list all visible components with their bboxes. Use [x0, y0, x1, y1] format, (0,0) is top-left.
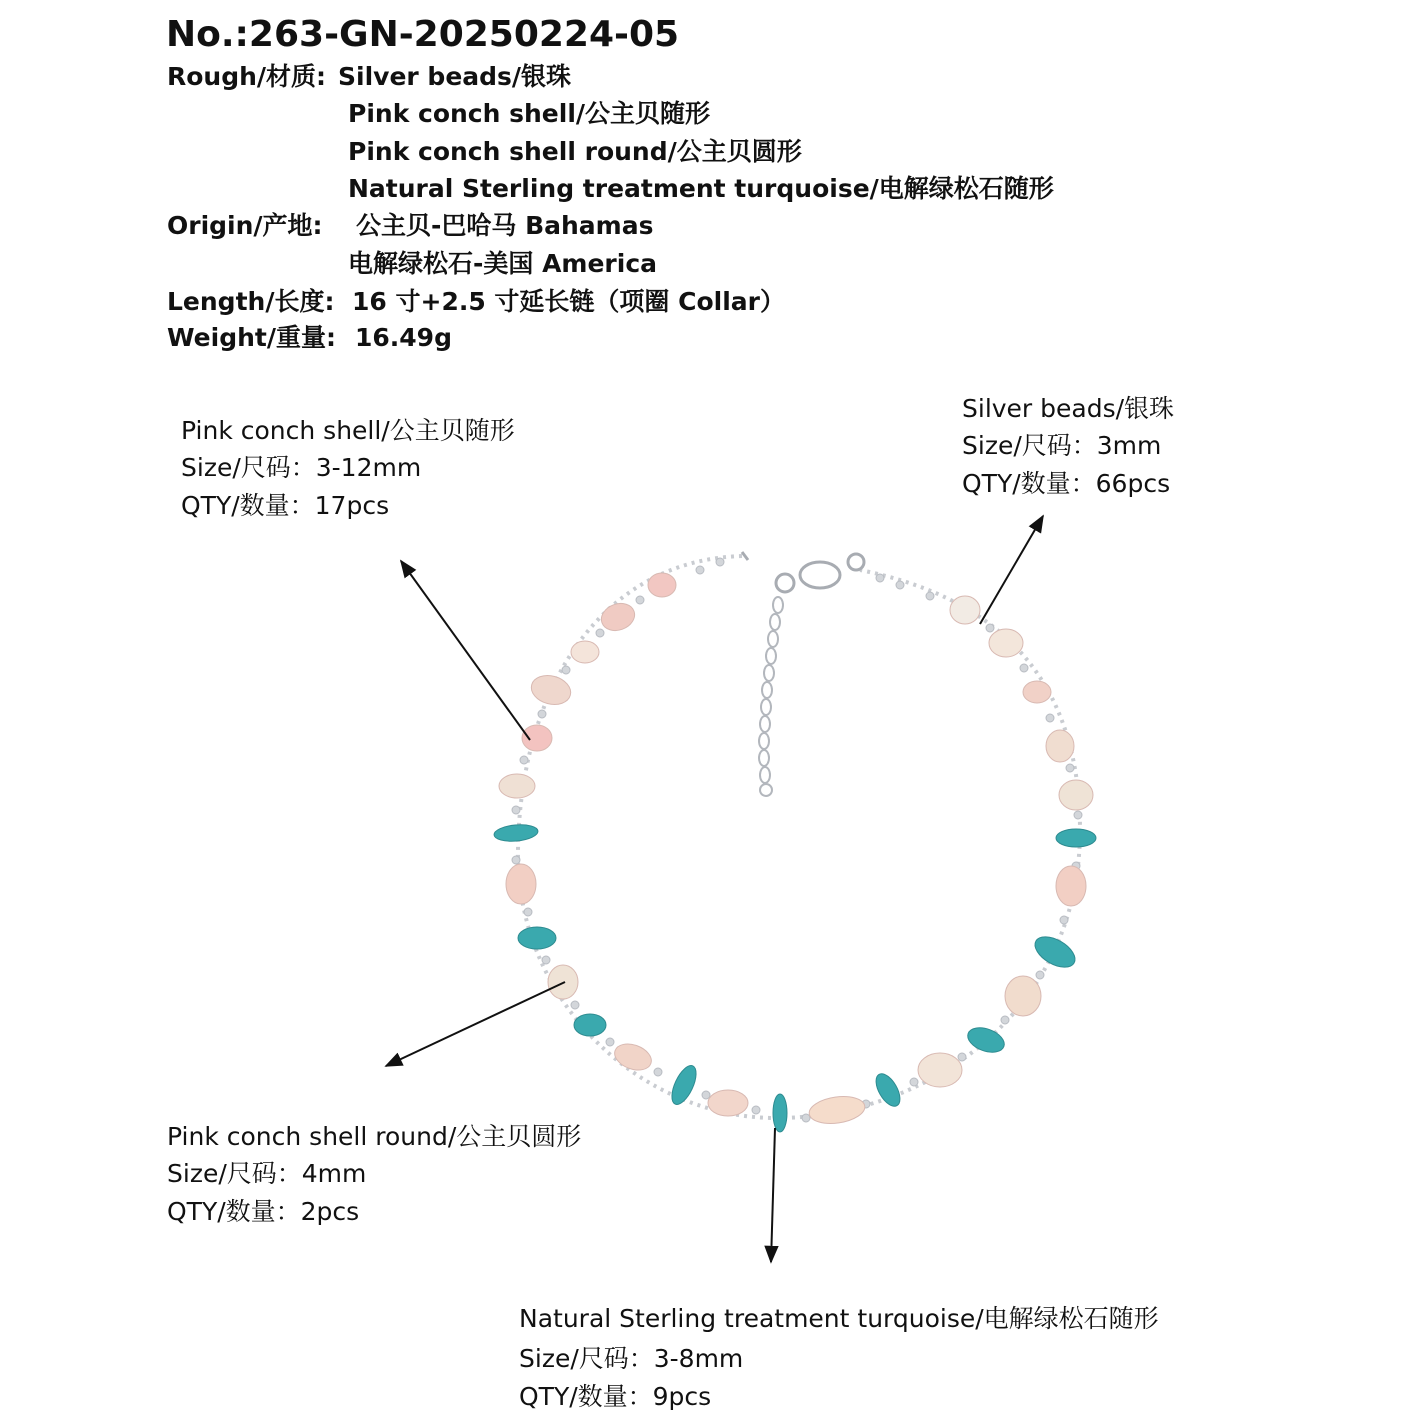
callout-pink-shell-name: Pink conch shell/公主贝随形 — [181, 416, 515, 445]
callout-turquoise-size: Size/尺码：3-8mm — [519, 1344, 744, 1373]
product-code: No.:263-GN-20250224-05 — [166, 14, 680, 55]
silver-bead — [636, 596, 644, 604]
silver-bead — [910, 1078, 918, 1086]
silver-bead — [1020, 664, 1028, 672]
rough-value-silver: Silver beads/银珠 — [338, 62, 572, 91]
callout-shell-round-name: Pink conch shell round/公主贝圆形 — [167, 1122, 582, 1151]
silver-bead — [716, 558, 724, 566]
silver-bead — [696, 566, 704, 574]
callout-silver-qty: QTY/数量：66pcs — [962, 469, 1171, 498]
silver-bead — [802, 1114, 810, 1122]
silver-bead — [512, 856, 520, 864]
silver-bead — [571, 1001, 579, 1009]
silver-bead — [654, 1068, 662, 1076]
silver-bead — [958, 1053, 966, 1061]
rough-value-pink-shell: Pink conch shell/公主贝随形 — [348, 99, 711, 128]
weight-label: Weight/重量: — [167, 323, 336, 352]
silver-bead — [596, 629, 604, 637]
origin-value-turquoise: 电解绿松石-美国 America — [348, 249, 658, 278]
callout-silver-name: Silver beads/银珠 — [962, 394, 1175, 423]
silver-bead — [752, 1106, 760, 1114]
silver-bead — [562, 666, 570, 674]
rough-value-turquoise: Natural Sterling treatment turquoise/电解绿松石随形 — [348, 174, 1054, 203]
callout-shell-round-qty: QTY/数量：2pcs — [167, 1197, 360, 1226]
silver-bead — [520, 756, 528, 764]
extension-chain — [759, 597, 783, 796]
silver-bead — [606, 1038, 614, 1046]
silver-bead — [1036, 971, 1044, 979]
silver-bead — [986, 624, 994, 632]
rough-value-shell-round: Pink conch shell round/公主贝圆形 — [348, 137, 802, 166]
silver-bead — [1001, 1016, 1009, 1024]
callout-turquoise-name: Natural Sterling treatment turquoise/电解绿松石随形 — [519, 1304, 1159, 1333]
origin-label: Origin/产地: — [167, 211, 323, 240]
silver-bead — [1066, 764, 1074, 772]
arrow-turquoise — [771, 1128, 775, 1262]
rough-label: Rough/材质: — [167, 62, 327, 91]
silver-bead — [926, 592, 934, 600]
arrow-shell-round — [386, 982, 565, 1066]
clasp-icon — [742, 552, 864, 592]
callout-turquoise-qty: QTY/数量：9pcs — [519, 1382, 712, 1411]
silver-bead — [538, 710, 546, 718]
callout-pink-shell-qty: QTY/数量：17pcs — [181, 491, 390, 520]
weight-value: 16.49g — [355, 323, 452, 352]
silver-bead — [524, 908, 532, 916]
arrow-pink-shell — [401, 561, 530, 740]
length-label: Length/长度: — [167, 287, 335, 316]
silver-bead — [876, 574, 884, 582]
length-value: 16 寸+2.5 寸延长链（项圈 Collar） — [352, 287, 785, 316]
callout-shell-round-size: Size/尺码：4mm — [167, 1159, 367, 1188]
callout-silver-size: Size/尺码：3mm — [962, 431, 1162, 460]
silver-bead — [542, 956, 550, 964]
callout-pink-shell-size: Size/尺码：3-12mm — [181, 453, 422, 482]
turquoise-beads — [493, 823, 1096, 1132]
origin-value-shell: 公主贝-巴哈马 Bahamas — [356, 211, 654, 240]
silver-bead — [702, 1091, 710, 1099]
silver-bead — [896, 581, 904, 589]
silver-bead — [1046, 714, 1054, 722]
silver-bead — [512, 806, 520, 814]
arrow-silver — [980, 516, 1043, 624]
silver-bead — [1060, 916, 1068, 924]
silver-bead — [1074, 811, 1082, 819]
